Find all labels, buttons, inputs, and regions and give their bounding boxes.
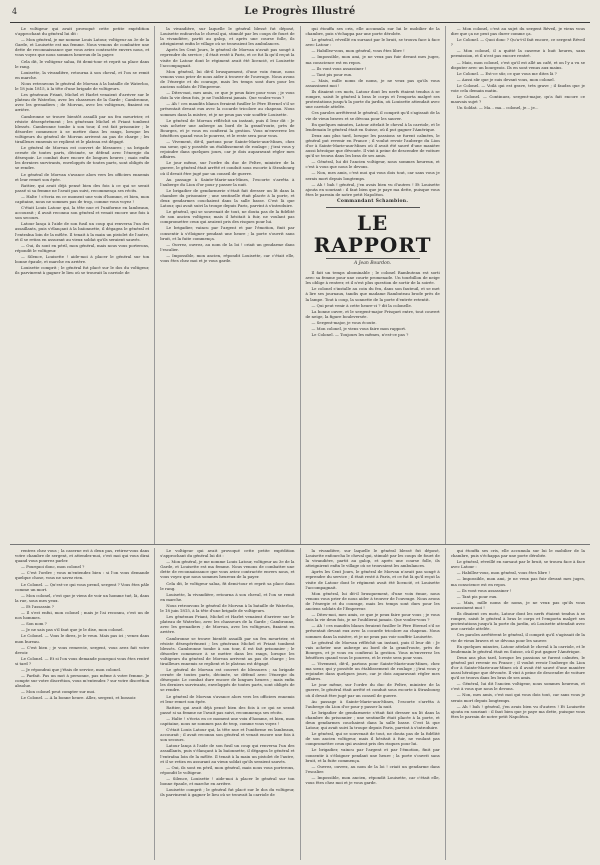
- paragraph: — Son nom ?: [21, 621, 47, 627]
- paragraph: la vivandière, sur laquelle le général blessé fut déposé, Louisette enfourcha le cheval qui, stimulé par les coups de fouet de la vivandière, partit au galop, et après une course folle, ils atteignirent enfin le village où se trouvaient les ambulances.: [305, 548, 440, 569]
- paragraph: — Mon colonel, je viens vous faire mon rapport.: [311, 326, 407, 332]
- paragraph: — Qui peut venir à cette heure-ci ? dit la colonelle.: [311, 302, 413, 308]
- paragraph: Le brigadier, vaincu par l'argent et par l'émotion, finit par consentir à s'éloigner pendant une heure ; la porte s'ouvrit sans bruit, et la fuite commença.: [305, 747, 440, 763]
- paragraph: — Vivement, dit-il, partons pour Sainte-Marie-aux-Mines, chez ma sœur, qui y possède un établissement de roulage ; j'irai vous y rejoindre dans quelques jours, car je dois auparavant régler mes affaires.: [160, 138, 295, 160]
- paragraph: — Mais, mille noms de noms, je ne veux pas qu'ils vous assassinent moi !: [305, 77, 440, 88]
- paragraph: C'était Louis Latour qui, la tête nue et l'uniforme en lambeaux, accourait ; il avait reconnu son général et venait encore une fois à son secours.: [160, 727, 295, 743]
- paragraph: rentrez chez vous ; la caserne est à deux pas, retirez-vous dans votre chambre de sergent, et attendez-moi, c'est moi qui vous dirai quand vous pourrez parler.: [15, 548, 150, 564]
- article-column-3: [301, 26, 446, 544]
- paragraph: Le colonel s'installe au coin du feu, dans son fauteuil, et se met à lire ses journaux, tandis que madame Rambuteau brode près de la lampe. Tout à coup, la sonnette de la porte d'entrée retentit.: [305, 286, 440, 302]
- paragraph: Il fait un temps abominable ; le colonel Rambuteau est sorti avec sa femme pour une courte promenade. Un tourbillon de neige les oblige à rentrer, et il n'est plus question de sortir de la soirée.: [305, 270, 440, 286]
- paragraph: Au passage à Sainte-Marie-aux-Mines, l'escorte s'arrêta à l'auberge du Lion d'or pour y passer la nuit.: [160, 176, 295, 187]
- paragraph: Le Colonel. — Continuez, sergent-major, qu'a fait encore ce mauvais sujet ?: [450, 94, 585, 105]
- paragraph: — Ouvrez, ouvrez, au nom de la loi ! criait un gendarme dans l'escalier.: [305, 763, 440, 774]
- paragraph: Le brigadier, vaincu par l'argent et par l'émotion, finit par consentir à s'éloigner pendant une heure ; la porte s'ouvrit sans bruit, et la fuite commença.: [160, 225, 295, 241]
- paragraph: Cela dit, le voltigeur salua, fit demi-tour et reprit sa place dans le rang.: [15, 58, 150, 69]
- paragraph: — Impossible, mon ami, je ne veux pas fuir devant mes juges, ma conscience est en repos.: [450, 576, 585, 587]
- lower-section: [10, 545, 590, 860]
- paragraph: Louisette comprit ; le général fut placé sur le dos du voltigeur, ils parvinrent à gagner le lieu où se trouvait la carriole de: [15, 265, 150, 276]
- paragraph: — Mais, mon colonel, c'est qu'il est allé au café, et on l'y a vu se disputer avec un bourgeois. Ils en sont venus aux mains.: [450, 59, 585, 70]
- paragraph: Louisette, la vivandière, retourna à son cheval, et l'on se remit en marche.: [160, 591, 295, 602]
- paragraph: — Ah ! bah ! général, j'en avais bien vu d'autres ! Et Louisette ajouta en souriant : il faut bien que je paye ma dette, puisque vous êtes le parrain de notre petit Napoléon.: [450, 703, 585, 719]
- story-intro: [306, 270, 440, 337]
- paragraph: Le général de Morvan s'avance alors vers les officiers ennemis et leur remet son épée.: [15, 171, 150, 182]
- paragraph: Le général, qui se souvenait de tout, ne douta pas de la fidélité de son ancien voltigeur, mais il hésitait à fuir, ne voulant pas compromettre ceux qui avaient pris des risques pour lui.: [305, 731, 440, 747]
- paragraph: Le général de Morvan est couvert de blessures ; sa brigade cernée de toutes parts, décimée, se défend avec l'énergie du désespoir. Le combat dure encore de longues heures ; mais enfin les derniers survivants, enveloppés de toutes parts, sont obligés de se rendre.: [15, 145, 150, 171]
- paragraph: Ces paroles arrêtèrent le général, il comprit qu'il s'agissait de la vie de vieux braves et se dévoua pour les sauver.: [450, 632, 585, 643]
- paragraph: — Il s'est enfui, mon colonel ; mais je l'ai reconnu, c'est un de nos hommes.: [15, 610, 150, 621]
- article-section: [10, 26, 590, 545]
- paragraph: — Vivement, dit-il, partons pour Sainte-Marie-aux-Mines, chez ma sœur, qui y possède un établissement de roulage ; j'irai vous y rejoindre dans quelques jours, car je dois auparavant régler mes affaires.: [305, 660, 440, 682]
- paragraph: Le jour même, sur l'ordre du duc de Feltre, ministre de la guerre, le général était arrêté et conduit sous escorte à Strasbourg où il devait être jugé par un conseil de guerre.: [305, 682, 440, 698]
- paragraph: Le général de Morvan réfléchit un instant, puis il leur dit : Je vais acheter une auberge au bord de la grand'route, près de Bourges, et je vous en confierai la gestion. Vous m'enverrez les bénéfices quand vous le pourrez, et le reste sera pour vous.: [160, 117, 295, 138]
- paragraph: Latour lança à l'aide de son fusil un coup qui renversa l'un des assaillants, puis s'élançant à la baïonnette, il dégagea le général et l'entraîna loin de la mêlée. Il tenait à la main un pistolet de l'autre, et il se retira en assurant au vieux soldat qu'ils seraient sauvés.: [160, 743, 295, 764]
- paragraph: Le brigadier de gendarmerie s'était fait dresser un lit dans la chambre du prisonnier ; une sentinelle était placée à la porte, et deux gendarmes couchaient dans la salle basse. C'est là que Latour, qui avait suivi la troupe depuis Paris, parvint à s'introduire.: [160, 187, 295, 209]
- paragraph: Cela dit, le voltigeur salua, fit demi-tour et reprit sa place dans le rang.: [160, 580, 295, 591]
- paragraph: — Mon colonel peut compter sur moi.: [21, 689, 96, 695]
- paragraph: Le général, qui se souvenait de tout, ne douta pas de la fidélité de son ancien voltigeur, mais il hésitait à fuir, ne voulant pas compromettre ceux qui avaient pris des risques pour lui.: [160, 209, 295, 225]
- paragraph: — Parfait. Pas un mot à personne, pas même à votre femme. Je compte sur votre discrétion, vous m'entendez ? sur votre discrétion absolue.: [15, 673, 150, 689]
- paragraph: — Mon général, je me nomme Louis Latour, voltigeur au 3e de la Garde, et Louisette est ma femme. Nous venons de combattre une dette de reconnaissance que vous aviez contractée envers nous, et vous voyez que nous sommes heureux de la payer.: [15, 37, 150, 58]
- paragraph: Le général de Morvan est couvert de blessures ; sa brigade cernée de toutes parts, décimée, se défend avec l'énergie du désespoir. Le combat dure encore de longues heures ; mais enfin les derniers survivants, enveloppés de toutes parts, sont obligés de se rendre.: [160, 667, 295, 693]
- paragraph: — Ils vont vous assassiner !: [311, 65, 367, 71]
- paragraph: — Ils vont vous assassiner !: [456, 587, 512, 593]
- paragraph: Rattier, qui avait déjà pensé bien des fois à ce qui se serait passé si sa femme ne l'avait pas suivi, recommença ses récits.: [15, 182, 150, 193]
- paragraph: Le général de Morvan réfléchit un instant, puis il leur dit : Je vais acheter une auberge au bord de la grand'route, près de Bourges, et je vous en confierai la gestion. Vous m'enverrez les bénéfices quand vous le pourrez, et le reste sera pour vous.: [305, 639, 440, 660]
- paragraph: Le Colonel. — Qu'est-ce qui vous prend, sergent ? Vous êtes pâle comme un mort.: [15, 581, 150, 592]
- paragraph: Le Colonel. — Et si l'on vous demande pourquoi vous êtes rentré si tard ?: [15, 655, 150, 666]
- paragraph: Deux ans plus tard, lorsque les passions se furent calmées, le général put revenir en France ; il voulut revoir l'auberge du Lion d'or à Sainte-Marie-aux-Mines où il avait été sauvé d'une manière aussi héroïque que dévouée. Il vint à peine de descendre de voiture qu'il se trouva dans les bras de ses amis.: [450, 654, 585, 681]
- paragraph: — Dites-moi, mes amis, ce que je peux faire pour vous ; je vous dois la vie deux fois, je ne l'oublierai jamais. Que voulez-vous ?: [305, 612, 440, 623]
- paragraph: — Impossible, mon ancien, répondit Louisette, car c'était elle, vous êtes chez moi et je vous garde.: [160, 252, 295, 264]
- paragraph: Cambronne se trouve bientôt assailli par un feu meurtrier, et résiste désespérément ; les généraux Michel et Friant tombent blessés. Cambronne tombe à son tour, il est fait prisonnier ; le désordre commence à se mettre dans les rangs, lorsque les voltigeurs du général de Morvan arrivent au pas de charge ; les tirailleurs ennemis se replient et le plateau est dégagé.: [15, 113, 150, 144]
- lower-column-3: [301, 548, 446, 860]
- paragraph: Louisette comprit ; le général fut placé sur le dos du voltigeur, ils parvinrent à gagner le lieu où se trouvait la carriole de: [160, 787, 295, 798]
- paragraph: — Ah ! ces maudits blancs feraient fusiller le Père Eternel s'il se présentait devant eux avec la cocarde tricolore au chapeau. Nous sommes dans la misère, et je ne peux pas voir souffrir Louisette.: [305, 623, 440, 639]
- story-title: LE RAPPORT: [313, 211, 432, 257]
- paragraph: — Et l'assassin ?: [21, 603, 54, 609]
- paragraph: C'était Louis Latour qui, la tête nue et l'uniforme en lambeaux, accourait ; il avait reconnu son général et venait encore une fois à son secours.: [15, 205, 150, 221]
- paragraph: Le jour même, sur l'ordre du duc de Feltre, ministre de la guerre, le général était arrêté et conduit sous escorte à Strasbourg où il devait être jugé par un conseil de guerre.: [160, 160, 295, 176]
- divider: [326, 207, 420, 208]
- paragraph: Après les Cent Jours, le général de Morvan n'avait pas songé à reprendre du service ; il était resté à Paris, et ce fut là qu'il reçut la visite de Latour dont le régiment avait été licencié, et Louisette l'accompagnait.: [160, 47, 295, 68]
- paragraph: Le voltigeur qui avait provoqué cette petite expédition s'approchant du général lui dit :: [15, 26, 150, 37]
- paragraph: — Mais, mille noms de noms, je ne veux pas qu'ils vous assassinent moi !: [450, 599, 585, 610]
- paragraph: Cambronne se trouve bientôt assailli par un feu meurtrier, et résiste désespérément ; les généraux Michel et Friant tombent blessés. Cambronne tombe à son tour, il est fait prisonnier ; le désordre commence à se mettre dans les rangs, lorsque les voltigeurs du général de Morvan arrivent au pas de charge ; les tirailleurs ennemis se replient et le plateau est dégagé.: [160, 635, 295, 666]
- paragraph: — Mon colonel, c'est que je viens de voir un homme tué, là, dans la rue, sous mes yeux.: [15, 592, 150, 603]
- paragraph: — Sergent-major, je vous écoute.: [311, 319, 377, 325]
- lower-column-2: [155, 548, 300, 860]
- paragraph: Les généraux Friant, Michel et Harlet venaient d'arriver sur le plateau de Waterloo, avec les chasseurs de la Garde ; Cambronne, avec les grenadiers ; de Morvan, avec les voltigeurs, fixaient en arrière.: [160, 614, 295, 635]
- paragraph: Ils disaient ces mots, Latour dont les nerfs étaient tendus à se rompre, saisit le général à bras le corps et l'emporta malgré ses protestations jusqu'à la porte du jardin, où Louisette attendait avec une carriole attelée.: [305, 89, 440, 110]
- paragraph: Le Colonel. — Voilà qui est grave, très grave ; il faudra que je voie cela demain matin.: [450, 82, 585, 94]
- article-column-2: [155, 26, 300, 544]
- paragraph: Le Colonel. — Est-ce sûr, ce que vous me dites là ?: [456, 70, 557, 76]
- paragraph: Le Colonel. — A la bonne heure. Allez, sergent, et bonsoir.: [21, 695, 137, 701]
- lower-column-4: [446, 548, 590, 860]
- paragraph: la vivandière, sur laquelle le général blessé fut déposé, Louisette enfourcha le cheval qui, stimulé par les coups de fouet de la vivandière, partit au galop, et après une course folle, ils atteignirent enfin le village où se trouvaient les ambulances.: [160, 26, 295, 47]
- paragraph: qui étouffa ses cris, elle accumula sur lui le mobilier de la chambre, puis s'échappa par une porte dérobée.: [450, 548, 585, 559]
- paragraph: Nous retrouvons le général de Morvan à la bataille de Waterloo, le 18 juin 1815, à la tête d'une brigade de voltigeurs.: [160, 602, 295, 614]
- paragraph: — Oui, ils sont en péril, mon général, mais nous vous porterons, répondit le voltigeur.: [15, 242, 150, 253]
- paragraph: Le Colonel. — Vous le direz, je le veux. Mais pas ici ; venez dans mon bureau.: [15, 633, 150, 644]
- paragraph: — Tant pis pour eux.: [311, 71, 353, 77]
- paragraph: En quelques minutes, Latour attelait le cheval à la carriole, et le lendemain le général était en Suisse, où il put gagner l'Amérique.: [305, 121, 440, 132]
- paragraph: Le voltigeur qui avait provoqué cette petite expédition s'approchant du général lui dit :: [160, 548, 295, 559]
- paragraph: Le général, réveillé en sursaut par le bruit, se trouva face à face avec Latour :: [450, 559, 585, 570]
- paragraph: — Non, mes amis, c'est moi qui vous dois tout, car sans vous je serais mort depuis longtemps.: [305, 170, 440, 181]
- paragraph: — Silence, Louisette ! aide-moi à placer le général sur ton bonne épaule, et marche en arrière.: [15, 253, 150, 265]
- paragraph: Au passage à Sainte-Marie-aux-Mines, l'escorte s'arrêta à l'auberge du Lion d'or pour y passer la nuit.: [305, 698, 440, 709]
- paragraph: — C'est l'ordre ; vous m'entendez bien : si l'on vous demande quelque chose, vous ne savez rien.: [15, 570, 150, 581]
- paragraph: Le général de Morvan s'avance alors vers les officiers ennemis et leur remet son épée.: [160, 693, 295, 704]
- paragraph: Rattier, qui avait déjà pensé bien des fois à ce qui se serait passé si sa femme ne l'avait pas suivi, recommença ses récits.: [160, 704, 295, 715]
- paragraph: Le Colonel. — Toujours les mêmes, n'est-ce pas ?: [311, 332, 409, 338]
- paragraph: Mon général, lui dit-il brusquement, d'une voix émue, nous venons vous prier de nous aider à trouver de l'ouvrage. Nous avons de l'énergie et du courage, mais les temps sont durs pour les anciens soldats de l'Empereur.: [305, 590, 440, 612]
- paragraph: — C'est bien ; je vous remercie, sergent, vous avez fait votre devoir.: [15, 644, 150, 655]
- paragraph: — Dites-moi, mes amis, ce que je peux faire pour vous ; je vous dois la vie deux fois, je ne l'oublierai jamais. Que voulez-vous ?: [160, 90, 295, 101]
- paragraph: — Silence, Louisette ! aide-moi à placer le général sur ton bonne épaule, et marche en arrière.: [160, 775, 295, 787]
- article-signature: Commandant Schambion.: [337, 198, 409, 204]
- paragraph: — Mon colonel, il a quitté la caserne à huit heures, sans permission, et il n'est pas encore rentré.: [450, 48, 585, 59]
- paragraph: — Impossible, mon ami, je ne veux pas fuir devant mes juges, ma conscience est en repos.: [305, 54, 440, 65]
- page-header: [10, 6, 590, 23]
- paragraph: — Tant pis pour eux.: [456, 593, 498, 599]
- paragraph: Le Colonel. — Quoi donc ? Qu'a-t-il fait encore, ce sergent Réveil ?: [450, 37, 585, 48]
- paragraph: — Halte ! s'écria en ce moment une voix d'homme, et bien, mon capitaine, nous ne sommes pas de trop, comme vous voyez !: [15, 193, 150, 204]
- paragraph: En quelques minutes, Latour attelait le cheval à la carriole, et le lendemain le général était en Suisse, où il put gagner l'Amérique.: [450, 643, 585, 654]
- paragraph: Le brigadier de gendarmerie s'était fait dresser un lit dans la chambre du prisonnier ; une sentinelle était placée à la porte, et deux gendarmes couchaient dans la salle basse. C'est là que Latour, qui avait suivi la troupe depuis Paris, parvint à s'introduire.: [305, 709, 440, 731]
- paragraph: — Ouvrez, ouvrez, au nom de la loi ! criait un gendarme dans l'escalier.: [160, 241, 295, 252]
- paragraph: qui étouffa ses cris, elle accumula sur lui le mobilier de la chambre, puis s'échappa par une porte dérobée.: [305, 26, 440, 37]
- paragraph: — Général, lui dit l'ancien voltigeur, nous sommes heureux, et c'est à vous que nous le devons.: [450, 681, 585, 692]
- paragraph: — Halte ! s'écria en ce moment une voix d'homme, et bien, mon capitaine, nous ne sommes pas de trop, comme vous voyez !: [160, 715, 295, 726]
- article-column-1: [10, 26, 155, 544]
- paragraph: Latour lança à l'aide de son fusil un coup qui renversa l'un des assaillants, puis s'élançant à la baïonnette, il dégagea le général et l'entraîna loin de la mêlée. Il tenait à la main un pistolet de l'autre, et il se retira en assurant au vieux soldat qu'ils seraient sauvés.: [15, 221, 150, 242]
- paragraph: — Impossible, mon ancien, répondit Louisette, car c'était elle, vous êtes chez moi et je vous garde.: [305, 774, 440, 786]
- paragraph: — Oui, ils sont en péril, mon général, mais nous vous porterons, répondit le voltigeur.: [160, 764, 295, 775]
- paragraph: Un Soldat. — Ma... ma... colonel, je... je...: [456, 105, 539, 111]
- paragraph: — Pourquoi donc, mon colonel ?: [21, 564, 85, 570]
- paragraph: Louisette, la vivandière, retourna à son cheval, et l'on se remit en marche.: [15, 69, 150, 80]
- paragraph: — Mon colonel, c'est au sujet du sergent Réveil, je viens vous dire que ça ne peut pas durer comme ça.: [450, 26, 585, 37]
- paragraph: — Je ne sais pas s'il faut que je le dise, mon colonel.: [21, 627, 124, 633]
- article-column-4: [446, 26, 590, 544]
- paragraph: — Habillez-vous, mon général, vous êtes libre !: [456, 570, 550, 576]
- paragraph: Après les Cent Jours, le général de Morvan n'avait pas songé à reprendre du service ; il était resté à Paris, et ce fut là qu'il reçut la visite de Latour dont le régiment avait été licencié, et Louisette l'accompagnait.: [305, 569, 440, 590]
- paragraph: — Habillez-vous, mon général, vous êtes libre !: [311, 48, 405, 54]
- paragraph: — Général, lui dit l'ancien voltigeur, nous sommes heureux, et c'est à vous que nous le devons.: [305, 159, 440, 170]
- paragraph: — Non, mes amis, c'est moi qui vous dois tout, car sans vous je serais mort depuis longtemps.: [450, 692, 585, 703]
- paragraph: — Ah ! ces maudits blancs feraient fusiller le Père Eternel s'il se présentait devant eux avec la cocarde tricolore au chapeau. Nous sommes dans la misère, et je ne peux pas voir souffrir Louisette.: [160, 101, 295, 117]
- paragraph: — Mon général, je me nomme Louis Latour, voltigeur au 3e de la Garde, et Louisette est ma femme. Nous venons de combattre une dette de reconnaissance que vous aviez contractée envers nous, et vous voyez que nous sommes heureux de la payer.: [160, 559, 295, 580]
- lower-column-1: [10, 548, 155, 860]
- story-byline: A Jean Bourdon.: [354, 261, 392, 266]
- paragraph: Nous retrouvons le général de Morvan à la bataille de Waterloo, le 18 juin 1815, à la tête d'une brigade de voltigeurs.: [15, 80, 150, 92]
- page-number: 4: [12, 7, 18, 16]
- paragraph: Les généraux Friant, Michel et Harlet venaient d'arriver sur le plateau de Waterloo, avec les chasseurs de la Garde ; Cambronne, avec les grenadiers ; de Morvan, avec les voltigeurs, fixaient en arrière.: [15, 92, 150, 113]
- paragraph: Le général, réveillé en sursaut par le bruit, se trouva face à face avec Latour :: [305, 37, 440, 48]
- paragraph: Mon général, lui dit-il brusquement, d'une voix émue, nous venons vous prier de nous aider à trouver de l'ouvrage. Nous avons de l'énergie et du courage, mais les temps sont durs pour les anciens soldats de l'Empereur.: [160, 68, 295, 90]
- masthead: Le Progrès Illustré: [244, 6, 356, 17]
- divider: [326, 258, 420, 259]
- story-continued: [451, 26, 585, 110]
- paragraph: — Ah ! bah ! général, j'en avais bien vu d'autres ! Et Louisette ajouta en souriant : il faut bien que je paye ma dette, puisque vous êtes le parrain de notre petit Napoléon.: [305, 181, 440, 197]
- paragraph: — Aussi sûr que je suis devant vous, mon colonel.: [456, 76, 555, 82]
- paragraph: Ils disaient ces mots, Latour dont les nerfs étaient tendus à se rompre, saisit le général à bras le corps et l'emporta malgré ses protestations jusqu'à la porte du jardin, où Louisette attendait avec une carriole attelée.: [450, 611, 585, 632]
- paragraph: La bonne ouvre, et le sergent-major Frisquet entre, tout couvert de neige, la figure bouleversée.: [305, 308, 440, 319]
- paragraph: — Je répondrai que j'étais de service, mon colonel.: [21, 666, 122, 672]
- paragraph: Deux ans plus tard, lorsque les passions se furent calmées, le général put revenir en France ; il voulut revoir l'auberge du Lion d'or à Sainte-Marie-aux-Mines où il avait été sauvé d'une manière aussi héroïque que dévouée. Il vint à peine de descendre de voiture qu'il se trouva dans les bras de ses amis.: [305, 132, 440, 159]
- paragraph: Ces paroles arrêtèrent le général, il comprit qu'il s'agissait de la vie de vieux braves et se dévoua pour les sauver.: [305, 110, 440, 121]
